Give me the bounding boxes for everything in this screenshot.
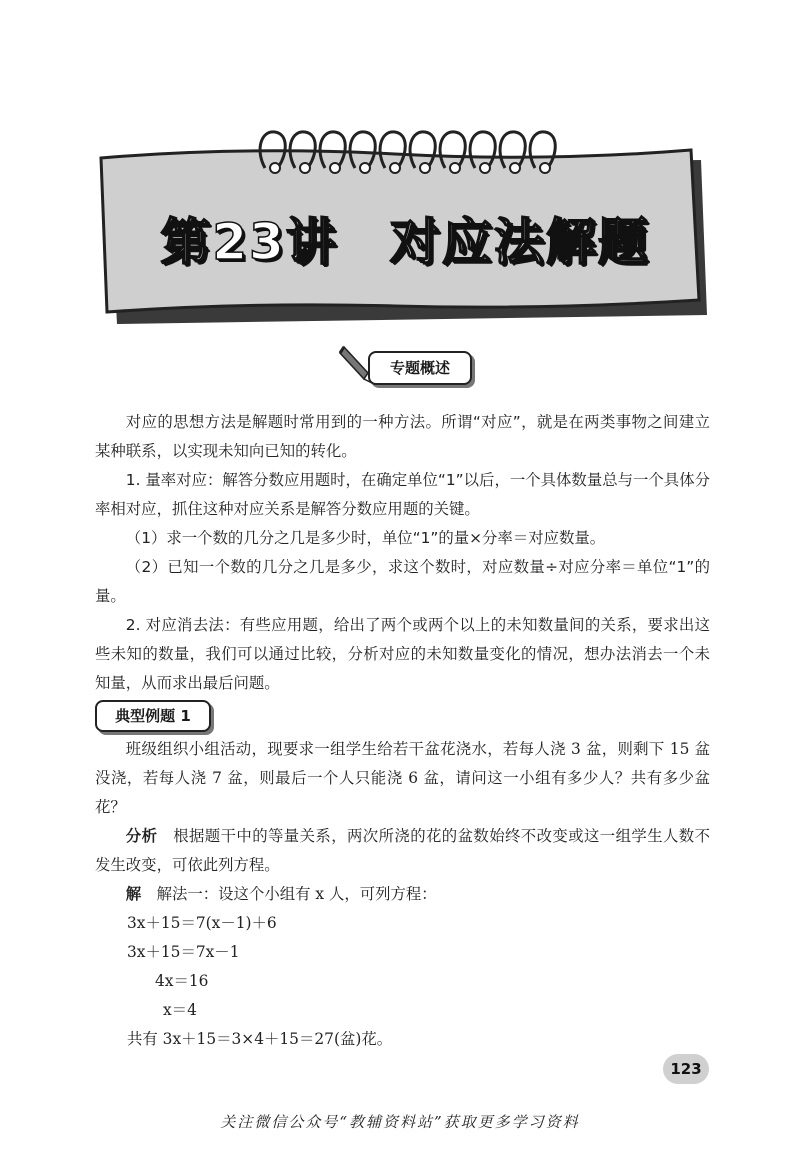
example-label: 典型例题 1 bbox=[95, 700, 211, 732]
equation-line: 3x＋15＝7(x－1)＋6 bbox=[127, 914, 277, 932]
chapter-title: 第23讲 对应法解题 bbox=[160, 213, 650, 271]
overview-paragraph: （2）已知一个数的几分之几是多少，求这个数时，对应数量÷对应分率＝单位“1”的量。 bbox=[95, 558, 710, 605]
overview-paragraph: 1. 量率对应：解答分数应用题时，在确定单位“1”以后，一个具体数量总与一个具体分率相对应，抓住这种对应关系是解答分数应用题的关键。 bbox=[95, 471, 710, 518]
example-solution bbox=[95, 880, 710, 909]
solution-intro: 解法一：设这个小组有 x 人，可列方程： bbox=[141, 885, 437, 903]
section-label-text: 专题概述 bbox=[368, 351, 472, 385]
example-conclusion: 共有 3x＋15＝3×4＋15＝27(盆)花。 bbox=[127, 1030, 393, 1048]
section-label bbox=[338, 343, 468, 387]
chapter-banner bbox=[95, 110, 715, 325]
analysis-label: 分析 bbox=[125, 827, 158, 845]
footer-note: 关注微信公众号“教辅资料站”获取更多学习资料 bbox=[220, 1113, 580, 1131]
example-analysis bbox=[95, 822, 710, 880]
example-content bbox=[95, 735, 710, 1054]
equation-line: 4x＝16 bbox=[155, 972, 209, 990]
analysis-text: 根据题干中的等量关系，两次所浇的花的盆数始终不改变或这一组学生人数不发生改变，可依此列方程。 bbox=[95, 827, 710, 874]
solution-label: 解 bbox=[125, 885, 142, 903]
equation-line: 3x＋15＝7x－1 bbox=[127, 943, 240, 961]
equation-line: x＝4 bbox=[163, 1001, 197, 1019]
overview-paragraph: 2. 对应消去法：有些应用题，给出了两个或两个以上的未知数量间的关系，要求出这些未知的数量，我们可以通过比较，分析对应的未知数量变化的情况，想办法消去一个未知量，从而求出最后问题。 bbox=[95, 616, 710, 692]
overview-paragraph: 对应的思想方法是解题时常用到的一种方法。所谓“对应”，就是在两类事物之间建立某种联系，以实现未知向已知的转化。 bbox=[95, 413, 710, 460]
overview-paragraph: （1）求一个数的几分之几是多少时，单位“1”的量×分率＝对应数量。 bbox=[125, 529, 606, 547]
overview-text bbox=[95, 408, 710, 698]
page-number: 123 bbox=[663, 1054, 709, 1084]
example-problem: 班级组织小组活动，现要求一组学生给若干盆花浇水，若每人浇 3 盆，则剩下 15 盆没浇，若每人浇 7 盆，则最后一个人只能浇 6 盆，请问这一小组有多少人？共有多少盆花？ bbox=[95, 740, 710, 816]
